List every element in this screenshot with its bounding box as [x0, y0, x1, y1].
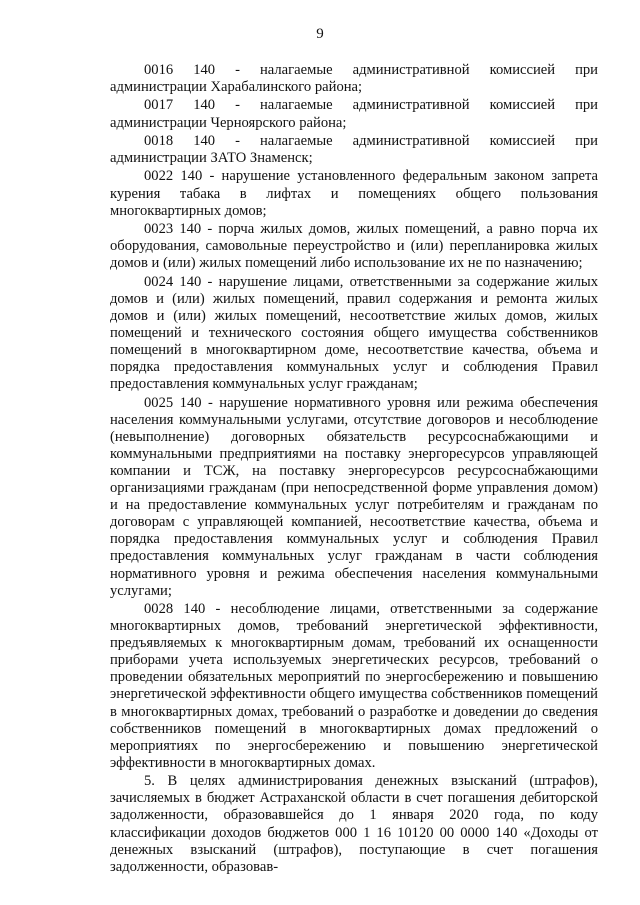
paragraph-0022: 0022 140 - нарушение установленного федеральным законом запрета курения табака в лифтах и помещениях общего пользования многоквартирных домов; — [110, 168, 598, 219]
paragraph-item-5: 5. В целях администрирования денежных взысканий (штрафов), зачисляемых в бюджет Астраханской области в счет погашения дебиторской задолженности, образовавшейся до 1 января 2020 года, по коду классификации доходов бюджетов 000 1 16 10120 00 0000 140 «Доходы от денежных взысканий (штрафов), поступающие в счет погашения задолженности, образовав- — [110, 773, 598, 875]
document-body — [110, 62, 598, 876]
page-number: 9 — [316, 26, 324, 42]
paragraph-0024: 0024 140 - нарушение лицами, ответственными за содержание жилых домов и (или) жилых помещений, правил содержания и ремонта жилых домов и (или) жилых помещений, несоответствие жилых домов, жилых помещений и технического состояния общего имущества собственников помещений в многоквартирном доме, несоответствие качества, объема и порядка предоставления коммунальных услуг и соблюдения Правил предоставления коммунальных услуг гражданам; — [110, 273, 598, 393]
paragraph-0016: 0016 140 - налагаемые административной комиссией при администрации Харабалинского района; — [110, 62, 598, 96]
paragraph-0023: 0023 140 - порча жилых домов, жилых помещений, а равно порча их оборудования, самовольные переустройство и (или) перепланировка жилых домов и (или) жилых помещений либо использование их не по назначению; — [110, 221, 598, 272]
paragraph-0028: 0028 140 - несоблюдение лицами, ответственными за содержание многоквартирных домов, требований энергетической эффективности, предъявляемых к многоквартирным домам, требований их оснащенности приборами учета используемых энергетических ресурсов, требований о проведении обязательных мероприятий по энергосбережению и повышению энергетической эффективности общего имущества собственников помещений в многоквартирных домах, требований о разработке и доведении до сведения собственников помещений в многоквартирных домах предложений о мероприятиях по энергосбережению и повышению энергетической эффективности в многоквартирных домах. — [110, 600, 598, 771]
paragraph-0025: 0025 140 - нарушение нормативного уровня или режима обеспечения населения коммунальными услугами, отсутствие договоров и несоблюдение (невыполнение) договорных обязательств ресурсоснабжающими и коммунальными предприятиями на поставку энергоресурсов управляющей компании и ТСЖ, на поставку энергоресурсов ресурсоснабжающими организациями гражданам (при непосредственной форме управления домом) и на предоставление коммунальных услуг потребителям и гражданам по договорам с управляющей компанией, несоответствие качества, объема и порядка предоставления коммунальных услуг и соблюдения Правил предоставления коммунальных услуг гражданам в части соблюдения нормативного уровня и режима обеспечения населения коммунальными услугами; — [110, 394, 598, 599]
paragraph-0017: 0017 140 - налагаемые административной комиссией при администрации Черноярского района; — [110, 97, 598, 131]
paragraph-0018: 0018 140 - налагаемые административной комиссией при администрации ЗАТО Знаменск; — [110, 132, 598, 167]
